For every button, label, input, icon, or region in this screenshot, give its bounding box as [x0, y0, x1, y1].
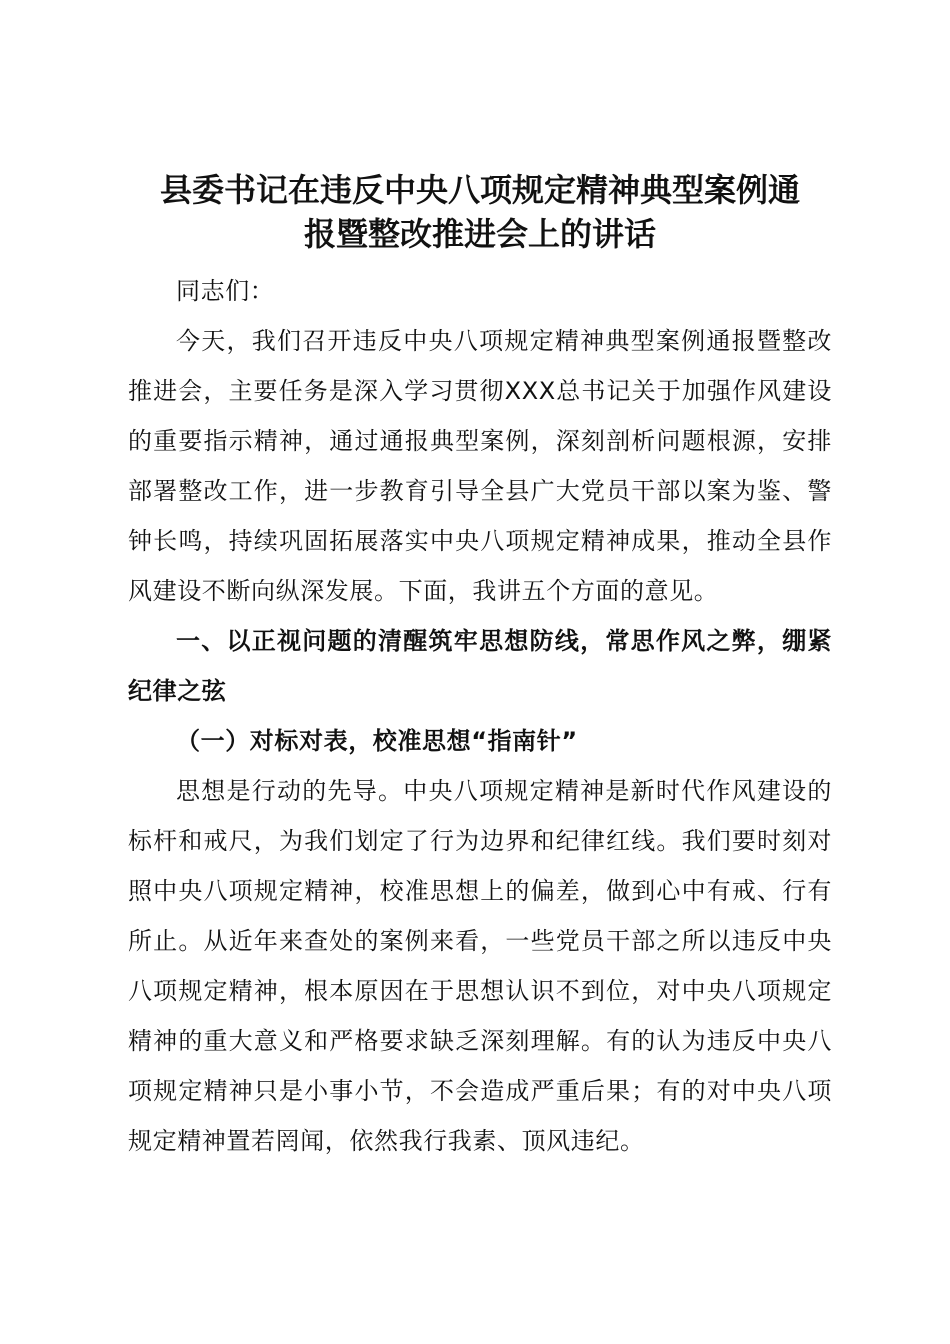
document-title [128, 168, 832, 256]
document-content [128, 168, 832, 1166]
salutation: 同志们： [176, 277, 275, 305]
document-body [128, 266, 832, 1166]
body-paragraph-1: 思想是行动的先导。中央八项规定精神是新时代作风建设的标杆和戒尺，为我们划定了行为边界和纪律红线。我们要时刻对照中央八项规定精神，校准思想上的偏差，做到心中有戒、行有所止。从近年来查处的案例来看，一些党员干部之所以违反中央八项规定精神，根本原因在于思想认识不到位，对中央八项规定精神的重大意义和严格要求缺乏深刻理解。有的认为违反中央八项规定精神只是小事小节，不会造成严重后果；有的对中央八项规定精神置若罔闻，依然我行我素、顶风违纪。 [128, 777, 832, 1155]
subsection-heading-1: （一）对标对表，校准思想“指南针” [176, 727, 578, 755]
section-heading-1: 一、以正视问题的清醒筑牢思想防线，常思作风之弊，绷紧纪律之弦 [128, 627, 832, 705]
title-line-2: 报暨整改推进会上的讲话 [303, 215, 656, 253]
title-line-1: 县委书记在违反中央八项规定精神典型案例通 [159, 171, 800, 209]
intro-paragraph: 今天，我们召开违反中央八项规定精神典型案例通报暨整改推进会，主要任务是深入学习贯彻XXX总书记关于加强作风建设的重要指示精神，通过通报典型案例，深刻剖析问题根源，安排部署整改工作，进一步教育引导全县广大党员干部以案为鉴、警钟长鸣，持续巩固拓展落实中央八项规定精神成果，推动全县作风建设不断向纵深发展。下面，我讲五个方面的意见。 [128, 327, 832, 605]
